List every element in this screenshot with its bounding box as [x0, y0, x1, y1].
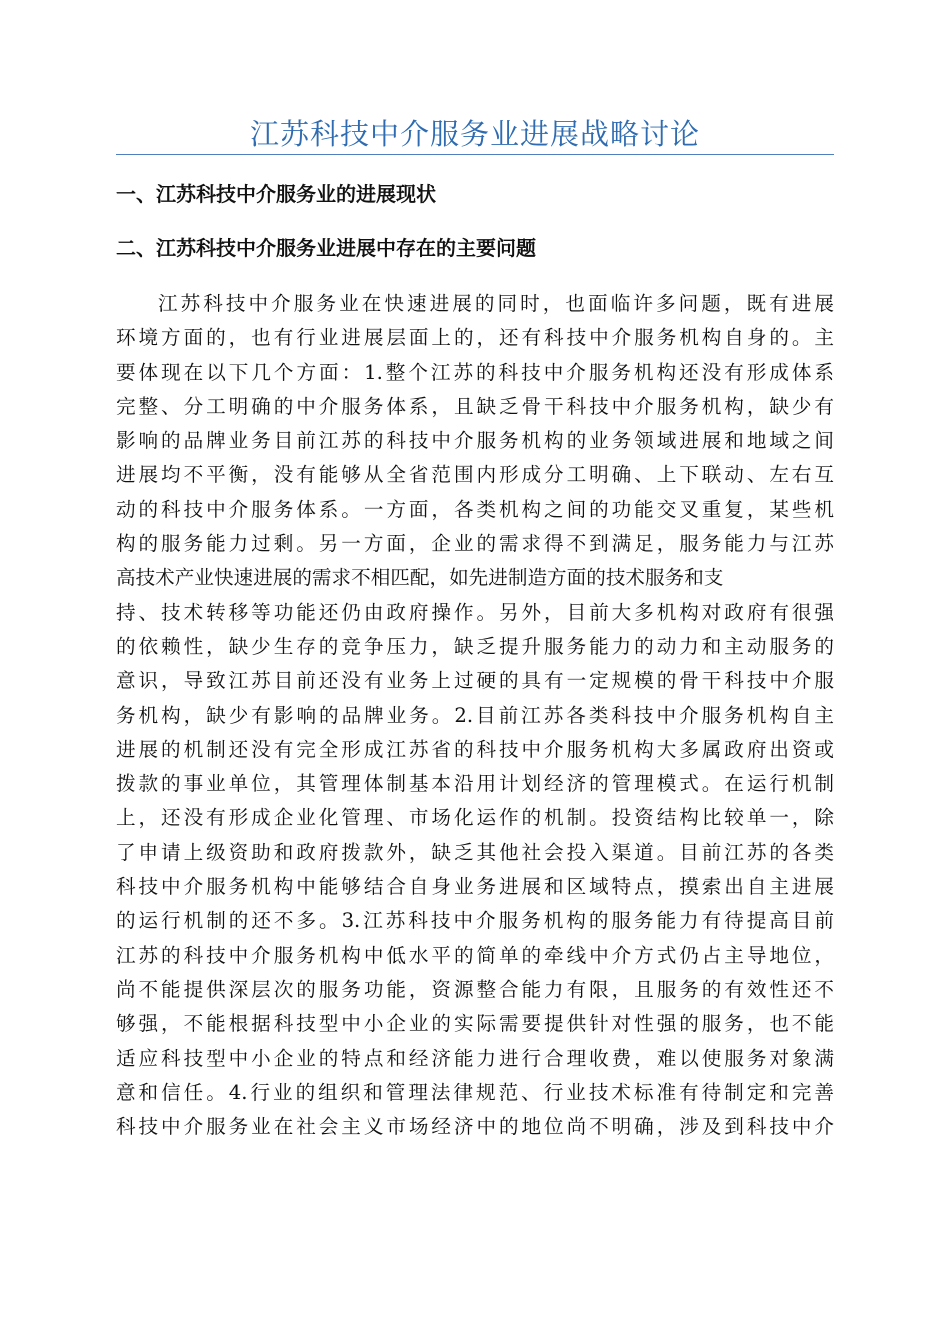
paragraph-line: 的依赖性，缺少生存的竞争压力，缺乏提升服务能力的动力和主动服务的 — [116, 634, 834, 658]
section-heading-1: 一、江苏科技中介服务业的进展现状 — [116, 182, 436, 206]
paragraph-line: 科技中介服务业在社会主义市场经济中的地位尚不明确，涉及到科技中介 — [116, 1115, 834, 1139]
paragraph-line: 适应科技型中小企业的特点和经济能力进行合理收费，难以使服务对象满 — [116, 1046, 834, 1070]
paragraph-line: 构的服务能力过剩。另一方面，企业的需求得不到满足，服务能力与江苏 — [116, 532, 834, 556]
paragraph-line: 动的科技中介服务体系。一方面，各类机构之间的功能交叉重复，某些机 — [116, 497, 834, 521]
paragraph-line: 环境方面的，也有行业进展层面上的，还有科技中介服务机构自身的。主 — [116, 326, 834, 350]
paragraph-line: 完整、分工明确的中介服务体系，且缺乏骨干科技中介服务机构，缺少有 — [116, 394, 834, 418]
paragraph-line: 持、技术转移等功能还仍由政府操作。另外，目前大多机构对政府有很强 — [116, 600, 834, 624]
paragraph-line: 了申请上级资助和政府拨款外，缺乏其他社会投入渠道。目前江苏的各类 — [116, 840, 834, 864]
body-paragraph — [116, 287, 834, 1144]
paragraph-line: 高技术产业快速进展的需求不相匹配，如先进制造方面的技术服务和支 — [116, 566, 724, 590]
paragraph-line: 江苏科技中介服务业在快速进展的同时，也面临许多问题，既有进展 — [158, 292, 834, 315]
document-title: 江苏科技中介服务业进展战略讨论 — [249, 117, 700, 151]
paragraph-line: 影响的品牌业务目前江苏的科技中介服务机构的业务领域进展和地域之间 — [116, 429, 834, 453]
paragraph-line: 尚不能提供深层次的服务功能，资源整合能力有限，且服务的有效性还不 — [116, 977, 834, 1001]
section-heading-2: 二、江苏科技中介服务业进展中存在的主要问题 — [116, 236, 536, 260]
paragraph-line: 的运行机制的还不多。3.江苏科技中介服务机构的服务能力有待提高目前 — [116, 909, 834, 933]
title-underline — [116, 154, 834, 155]
paragraph-line: 科技中介服务机构中能够结合自身业务进展和区域特点，摸索出自主进展 — [116, 875, 834, 899]
paragraph-line: 意和信任。4.行业的组织和管理法律规范、行业技术标准有待制定和完善 — [116, 1080, 834, 1104]
paragraph-line: 上，还没有形成企业化管理、市场化运作的机制。投资结构比较单一，除 — [116, 806, 834, 830]
paragraph-line: 务机构，缺少有影响的品牌业务。2.目前江苏各类科技中介服务机构自主 — [116, 703, 834, 727]
paragraph-line: 进展的机制还没有完全形成江苏省的科技中介服务机构大多属政府出资或 — [116, 737, 834, 761]
paragraph-line: 意识，导致江苏目前还没有业务上过硬的具有一定规模的骨干科技中介服 — [116, 669, 834, 693]
paragraph-line: 够强，不能根据科技型中小企业的实际需要提供针对性强的服务，也不能 — [116, 1012, 834, 1036]
paragraph-line: 要体现在以下几个方面：1.整个江苏的科技中介服务机构还没有形成体系 — [116, 360, 834, 384]
paragraph-line: 进展均不平衡，没有能够从全省范围内形成分工明确、上下联动、左右互 — [116, 463, 834, 487]
paragraph-line: 拨款的事业单位，其管理体制基本沿用计划经济的管理模式。在运行机制 — [116, 772, 834, 796]
paragraph-line: 江苏的科技中介服务机构中低水平的简单的牵线中介方式仍占主导地位， — [116, 943, 834, 967]
